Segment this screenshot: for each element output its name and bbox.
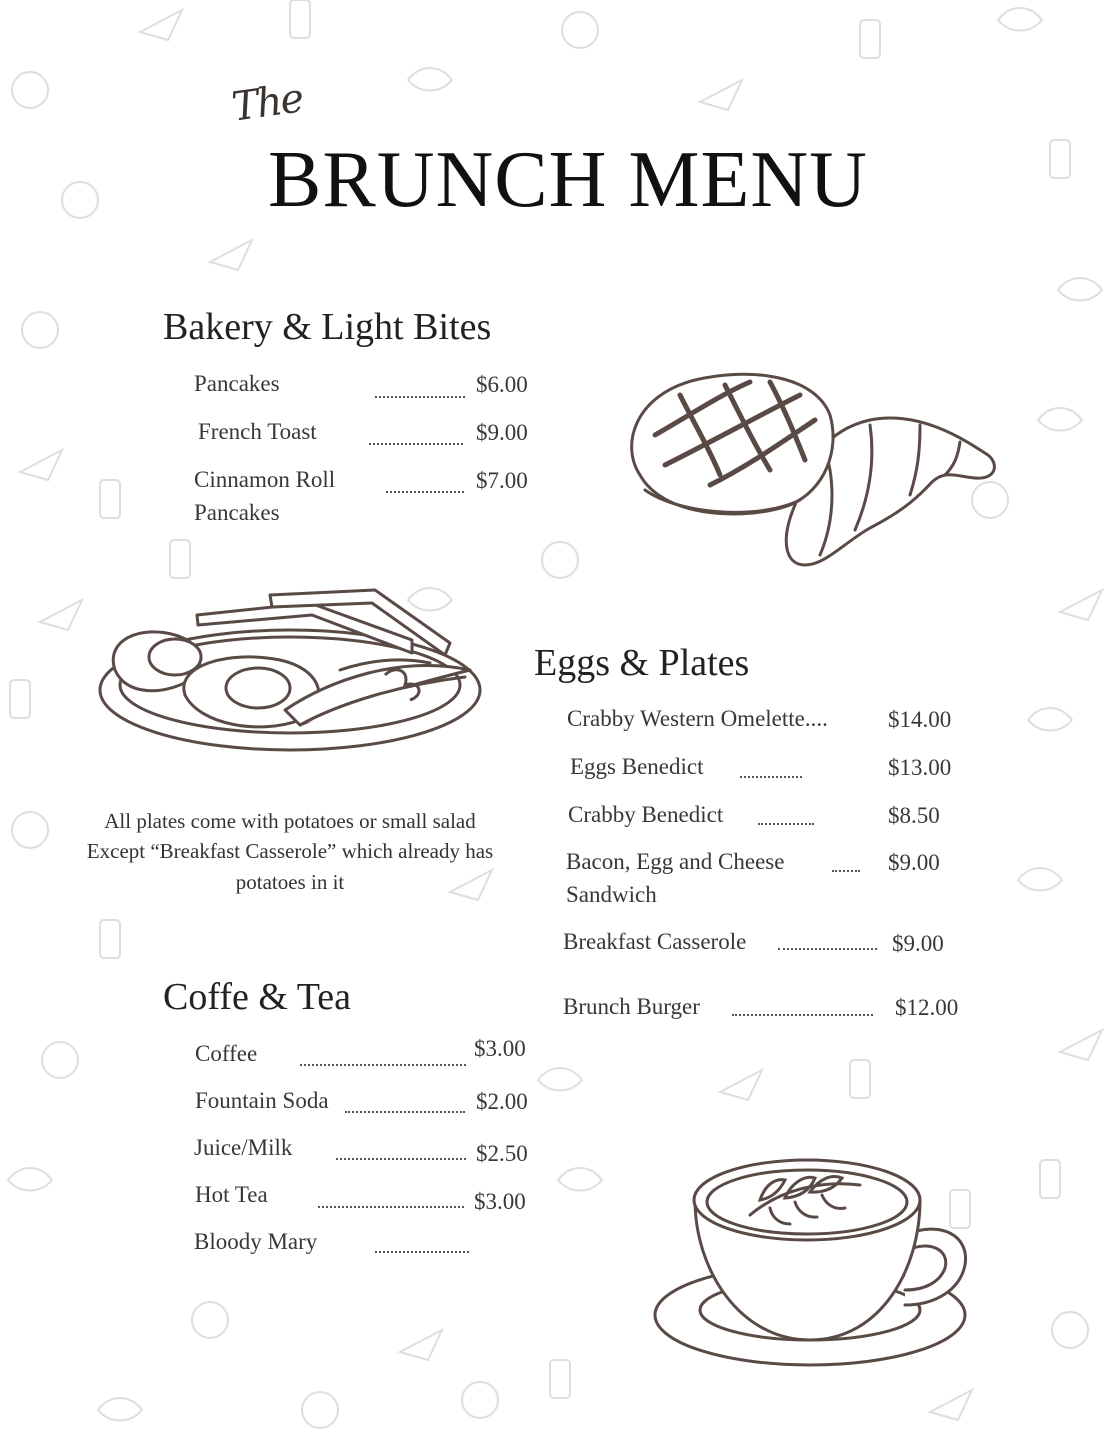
pattern-doodle: [1060, 1030, 1102, 1060]
coffee-cup-illustration: [650, 1140, 970, 1370]
pattern-doodle: [12, 72, 48, 108]
pattern-doodle: [302, 1392, 338, 1428]
item-name: Hot Tea: [195, 1182, 268, 1207]
leader-dots: [732, 1014, 873, 1016]
item-name: Fountain Soda: [195, 1088, 329, 1113]
leader-dots: [758, 823, 814, 825]
pattern-doodle: [408, 68, 452, 91]
leader-dots: [386, 491, 464, 493]
title-script-word: The: [229, 75, 305, 131]
pattern-doodle: [860, 20, 880, 58]
pattern-doodle: [462, 1382, 498, 1418]
item-price: $6.00: [476, 372, 528, 397]
item-price: $3.00: [474, 1036, 526, 1061]
item-name: Brunch Burger: [563, 994, 700, 1019]
pattern-doodle: [20, 450, 62, 480]
pattern-doodle: [720, 1070, 762, 1100]
item-price: $8.50: [888, 803, 940, 828]
pattern-doodle: [100, 920, 120, 958]
leader-dots: [336, 1158, 466, 1160]
pattern-doodle: [400, 1330, 442, 1360]
item-price: $2.50: [476, 1141, 528, 1166]
pattern-doodle: [140, 10, 182, 40]
item-price: $14.00: [888, 707, 952, 732]
item-name: Crabby Western Omelette....: [567, 706, 828, 731]
pattern-doodle: [40, 600, 82, 630]
item-name-line2: Pancakes: [194, 500, 280, 525]
pattern-doodle: [100, 480, 120, 518]
leader-dots: [345, 1111, 465, 1113]
pattern-doodle: [62, 182, 98, 218]
pattern-doodle: [12, 812, 48, 848]
pattern-doodle: [210, 240, 252, 270]
note-line: Except “Breakfast Casserole” which already has: [86, 839, 494, 864]
item-price: $2.00: [476, 1089, 528, 1114]
pattern-doodle: [1050, 140, 1070, 178]
pattern-doodle: [998, 8, 1042, 31]
item-name: French Toast: [198, 419, 317, 444]
item-name: Bacon, Egg and Cheese: [566, 849, 785, 874]
pattern-doodle: [1038, 408, 1082, 431]
leader-dots: [778, 948, 877, 950]
pattern-doodle: [550, 1360, 570, 1398]
item-name: Eggs Benedict: [570, 754, 704, 779]
item-price: $9.00: [892, 931, 944, 956]
item-name: Cinnamon Roll: [194, 467, 336, 492]
item-name: Juice/Milk: [194, 1135, 293, 1160]
item-name: Breakfast Casserole: [563, 929, 747, 954]
pattern-doodle: [42, 1042, 78, 1078]
pattern-doodle: [98, 1398, 142, 1421]
pattern-doodle: [1052, 1312, 1088, 1348]
leader-dots: [318, 1206, 464, 1208]
leader-dots: [740, 776, 802, 778]
pattern-doodle: [700, 80, 742, 110]
pattern-doodle: [8, 1168, 52, 1191]
pattern-doodle: [930, 1390, 972, 1420]
pattern-doodle: [192, 1302, 228, 1338]
leader-dots: [832, 870, 860, 872]
leader-dots: [300, 1064, 466, 1066]
pattern-doodle: [538, 1068, 582, 1091]
plates-note: [50, 806, 530, 897]
note-line: All plates come with potatoes or small salad: [104, 809, 476, 833]
item-name: Crabby Benedict: [568, 802, 724, 827]
pattern-doodle: [170, 540, 190, 578]
bread-croissant-illustration: [620, 370, 1005, 575]
item-price: $13.00: [888, 755, 952, 780]
item-price: $9.00: [888, 850, 940, 875]
leader-dots: [375, 396, 465, 398]
pattern-doodle: [558, 1168, 602, 1191]
pattern-doodle: [1018, 868, 1062, 891]
leader-dots: [369, 443, 463, 445]
pattern-doodle: [542, 542, 578, 578]
page-title: BRUNCH MENU: [268, 136, 868, 224]
pattern-doodle: [22, 312, 58, 348]
pattern-doodle: [1040, 1160, 1060, 1198]
pattern-doodle: [562, 12, 598, 48]
item-name: Bloody Mary: [194, 1229, 318, 1254]
pattern-doodle: [10, 680, 30, 718]
section-heading-eggs: Eggs & Plates: [534, 642, 750, 684]
item-price: $3.00: [474, 1189, 526, 1214]
leader-dots: [375, 1251, 469, 1253]
item-price: $9.00: [476, 420, 528, 445]
note-line: potatoes in it: [235, 869, 345, 894]
item-name: Coffee: [195, 1041, 258, 1066]
breakfast-plate-illustration: [100, 585, 485, 760]
pattern-doodle: [850, 1060, 870, 1098]
pattern-doodle: [1058, 278, 1102, 301]
pattern-doodle: [290, 0, 310, 38]
section-heading-bakery: Bakery & Light Bites: [163, 306, 492, 348]
item-name: Pancakes: [194, 371, 280, 396]
pattern-doodle: [1028, 708, 1072, 731]
item-price: $7.00: [476, 468, 528, 493]
item-name-line2: Sandwich: [566, 882, 657, 907]
item-price: $12.00: [895, 995, 959, 1020]
pattern-doodle: [1060, 590, 1102, 620]
section-heading-drinks: Coffe & Tea: [163, 976, 351, 1018]
